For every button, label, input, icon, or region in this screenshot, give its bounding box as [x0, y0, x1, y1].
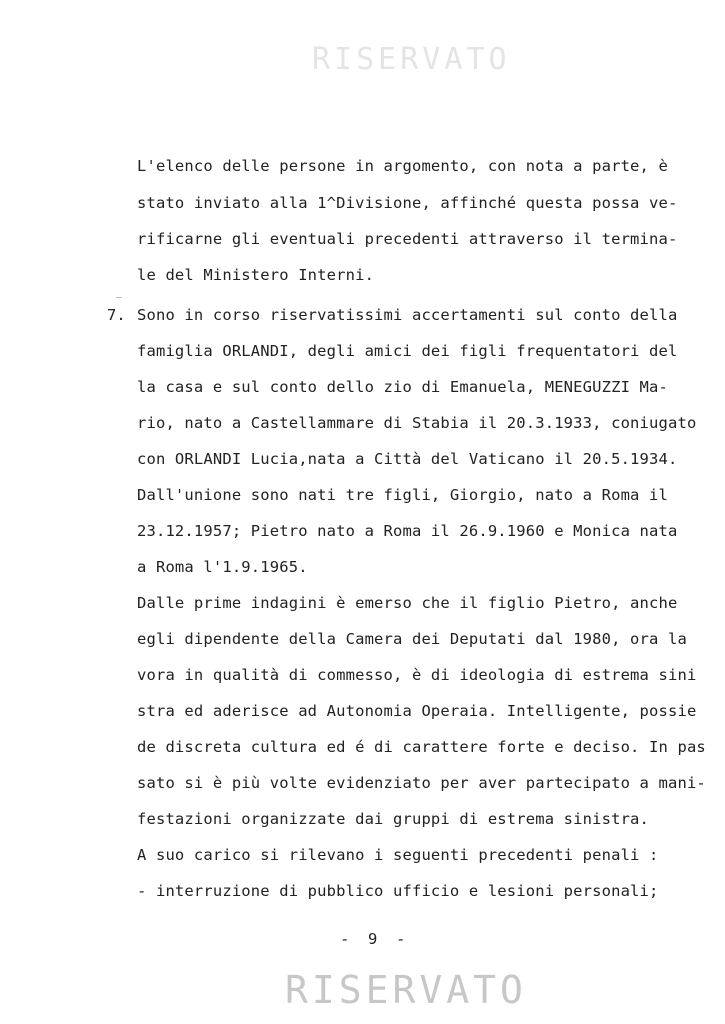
text-line: le del Ministero Interni.: [137, 266, 375, 284]
text-line: Dalle prime indagini è emerso che il figlio Pietro, anche: [137, 594, 678, 612]
text-line: sato si è più volte evidenziato per aver partecipato a mani-: [137, 774, 706, 792]
riservato-stamp-bottom: RISERVATO: [285, 968, 527, 1012]
text-line: vora in qualità di commesso, è di ideologia di estrema sini: [137, 666, 697, 684]
text-line: festazioni organizzate dai gruppi di estrema sinistra.: [137, 810, 650, 828]
text-line: con ORLANDI Lucia,nata a Città del Vaticano il 20.5.1934.: [137, 450, 678, 468]
text-line: famiglia ORLANDI, degli amici dei figli frequentatori del: [137, 342, 678, 360]
text-line: Sono in corso riservatissimi accertamenti sul conto della: [137, 306, 678, 324]
text-line: rio, nato a Castellammare di Stabia il 20.3.1933, coniugato: [137, 414, 697, 432]
text-line: stra ed aderisce ad Autonomia Operaia. Intelligente, possie: [137, 702, 697, 720]
item-number: 7.: [107, 306, 126, 324]
text-line: L'elenco delle persone in argomento, con nota a parte, è: [137, 157, 668, 175]
margin-mark: [116, 297, 122, 298]
text-line: Dall'unione sono nati tre figli, Giorgio, nato a Roma il: [137, 486, 668, 504]
page-number: - 9 -: [340, 930, 406, 948]
text-line: 23.12.1957; Pietro nato a Roma il 26.9.1960 e Monica nata: [137, 522, 678, 540]
text-line: - interruzione di pubblico ufficio e lesioni personali;: [137, 882, 659, 900]
text-line: A suo carico si rilevano i seguenti precedenti penali :: [137, 846, 659, 864]
riservato-stamp-top: RISERVATO: [312, 42, 511, 77]
text-line: egli dipendente della Camera dei Deputati dal 1980, ora la: [137, 630, 687, 648]
text-line: la casa e sul conto dello zio di Emanuela, MENEGUZZI Ma-: [137, 378, 668, 396]
text-line: rificarne gli eventuali precedenti attraverso il termina-: [137, 230, 678, 248]
text-line: stato inviato alla 1^Divisione, affinché questa possa ve-: [137, 194, 678, 212]
text-line: de discreta cultura ed é di carattere forte e deciso. In pas: [137, 738, 706, 756]
text-line: a Roma l'1.9.1965.: [137, 558, 308, 576]
